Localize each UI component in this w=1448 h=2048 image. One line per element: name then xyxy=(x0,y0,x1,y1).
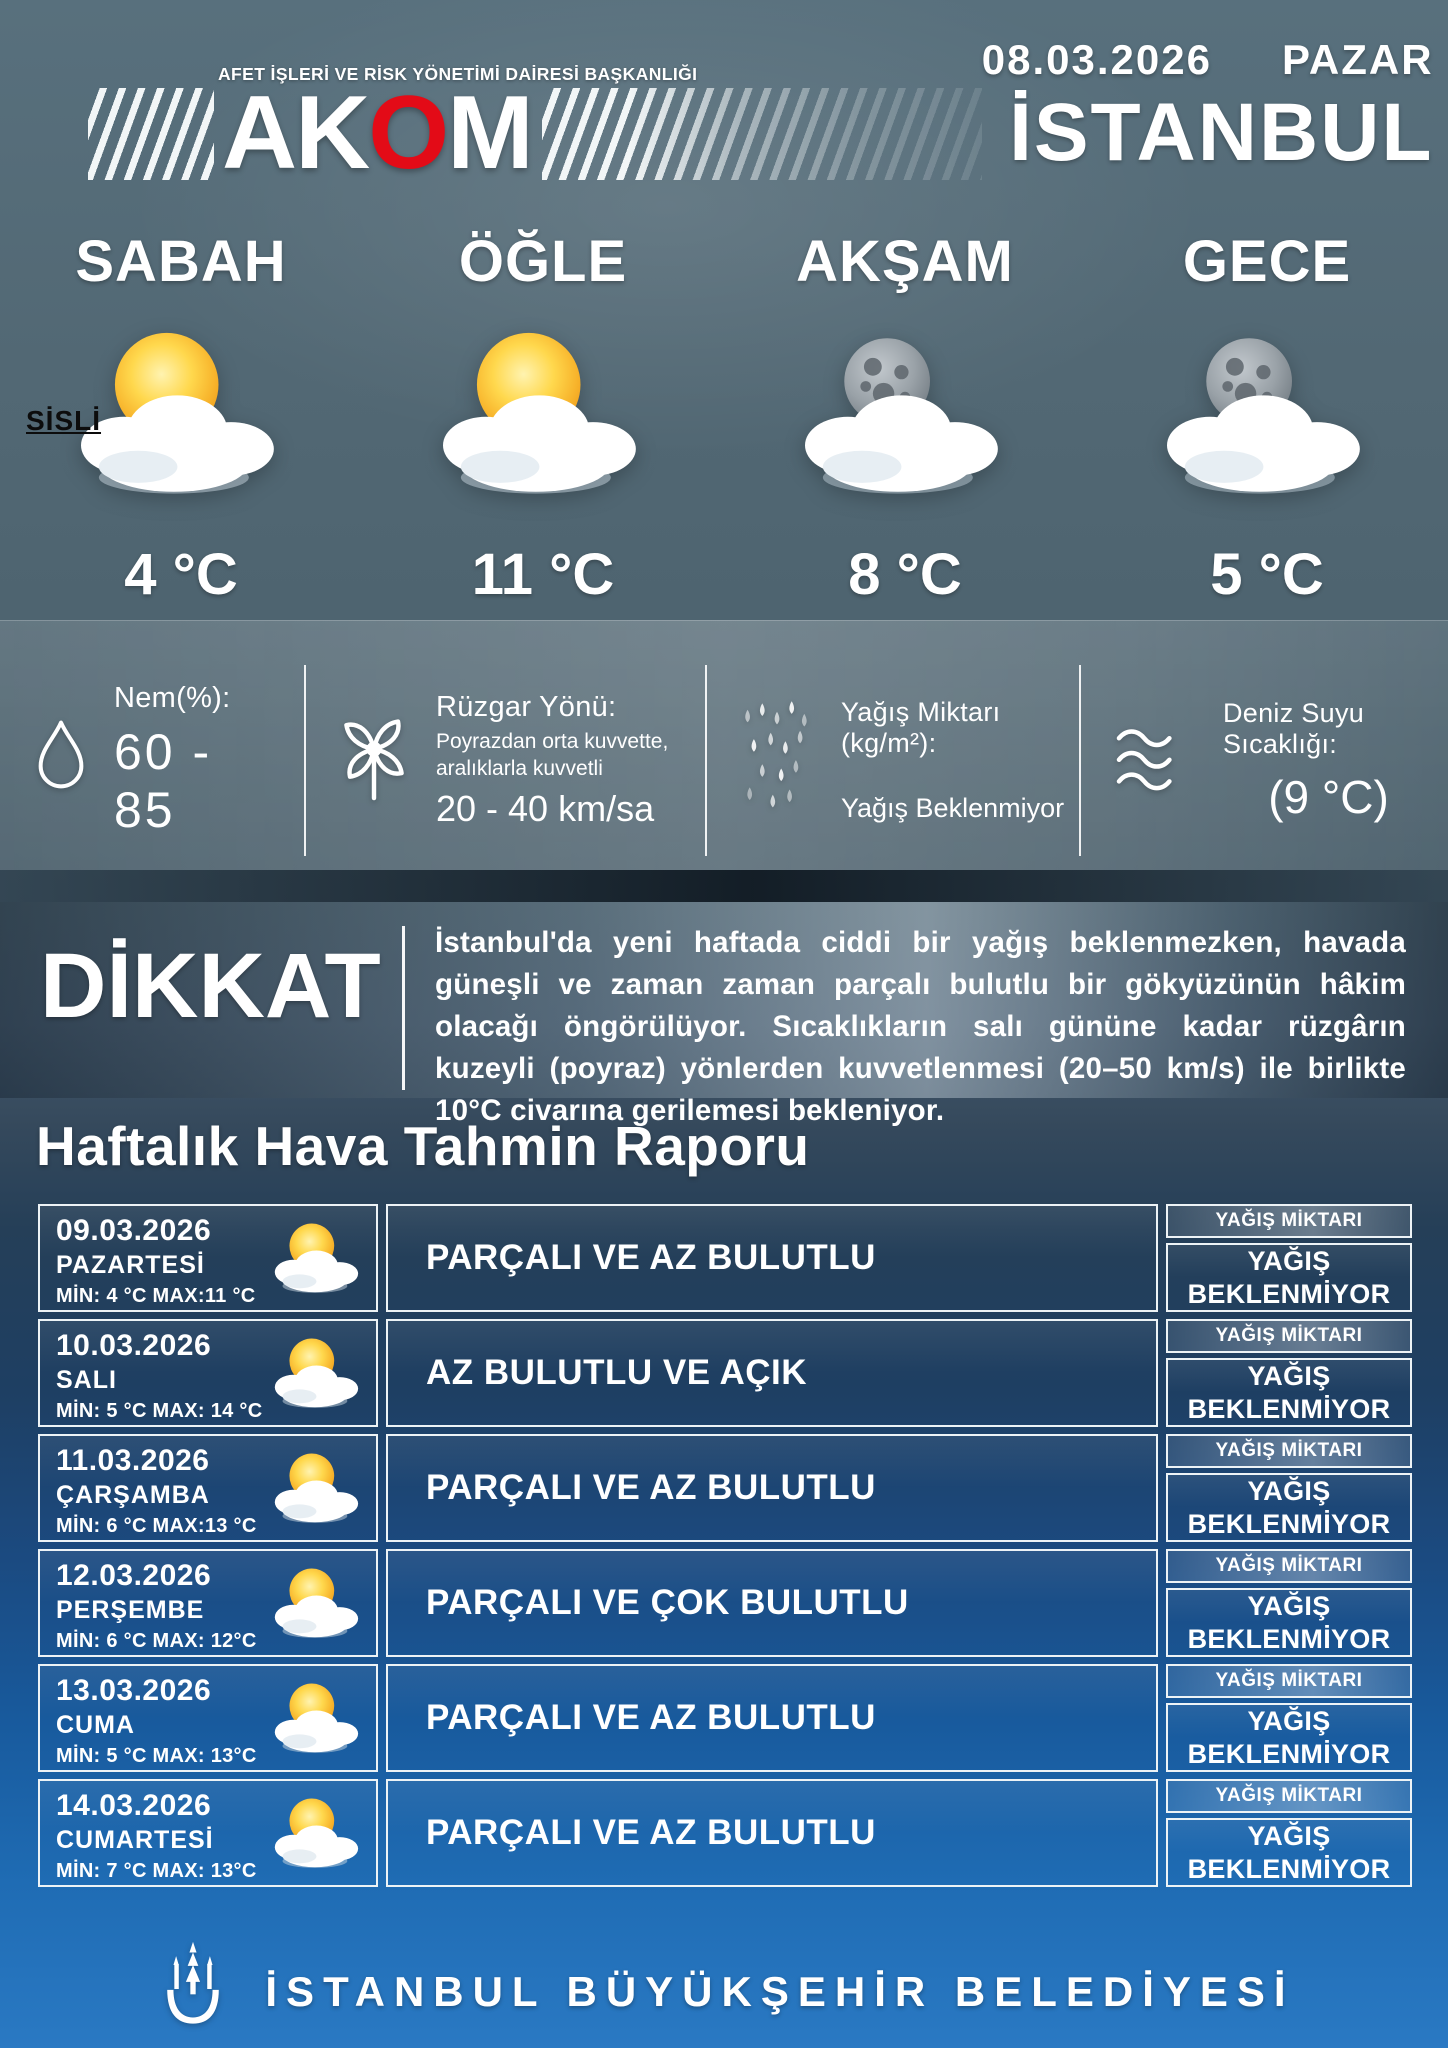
row-day: SALI xyxy=(56,1366,117,1394)
akom-logo-block xyxy=(88,30,982,191)
sun-cloud-icon xyxy=(264,1323,372,1425)
report-day: PAZAR xyxy=(1281,36,1434,83)
metric-text xyxy=(841,697,1065,824)
metric-label: Nem(%): xyxy=(114,682,231,714)
logo-stripes-left xyxy=(88,88,214,180)
table-row-precip-col xyxy=(1166,1434,1412,1542)
metric-text xyxy=(1223,698,1434,824)
footer xyxy=(0,1939,1448,2044)
row-weather-icon xyxy=(264,1783,372,1885)
section-divider xyxy=(0,870,1448,902)
metric-item xyxy=(0,651,304,870)
akom-letters-ak: AK xyxy=(222,75,369,191)
row-precip-header: YAĞIŞ MİKTARI xyxy=(1166,1664,1412,1698)
rain-icon xyxy=(735,700,819,816)
row-minmax: MİN: 5 °C MAX: 14 °C xyxy=(56,1400,263,1422)
metric-icon-wrap xyxy=(735,700,819,821)
table-row-date-cell xyxy=(38,1319,378,1427)
table-row-date-cell xyxy=(38,1204,378,1312)
moon-cloud-icon xyxy=(1142,310,1392,520)
period-column xyxy=(724,200,1086,620)
row-day: PERŞEMBE xyxy=(56,1596,205,1624)
row-minmax: MİN: 7 °C MAX: 13°C xyxy=(56,1860,257,1882)
row-precip-header: YAĞIŞ MİKTARI xyxy=(1166,1319,1412,1353)
row-precip-header: YAĞIŞ MİKTARI xyxy=(1166,1204,1412,1238)
period-temperature: 8 °C xyxy=(848,542,962,607)
metric-value: Yağış Beklenmiyor xyxy=(841,793,1065,823)
period-temperature: 4 °C xyxy=(124,542,238,607)
metric-text xyxy=(114,682,290,839)
akom-logo-row xyxy=(88,75,982,191)
warning-divider xyxy=(402,926,405,1090)
row-condition: PARÇALI VE AZ BULUTLU xyxy=(426,1698,876,1737)
logo-stripes-right xyxy=(542,88,982,180)
footer-organization: İSTANBUL BÜYÜKŞEHİR BELEDİYESİ xyxy=(265,1967,1295,2015)
sun-cloud-icon xyxy=(264,1783,372,1885)
row-precip-value: YAĞIŞ BEKLENMİYOR xyxy=(1166,1588,1412,1657)
metric-value: 60 - 85 xyxy=(114,724,213,838)
droplet-icon xyxy=(30,717,92,799)
period-label: GECE xyxy=(1182,229,1352,294)
row-precip-value: YAĞIŞ BEKLENMİYOR xyxy=(1166,1818,1412,1887)
metric-text xyxy=(436,691,691,831)
row-weather-icon xyxy=(264,1208,372,1310)
row-minmax: MİN: 4 °C MAX:11 °C xyxy=(56,1285,256,1307)
row-date: 13.03.2026 xyxy=(56,1674,212,1707)
ibb-emblem-icon xyxy=(153,1939,233,2039)
row-date: 12.03.2026 xyxy=(56,1559,212,1592)
period-column xyxy=(362,200,724,620)
pinwheel-icon xyxy=(334,709,414,807)
row-minmax: MİN: 6 °C MAX: 12°C xyxy=(56,1630,257,1652)
row-condition: PARÇALI VE AZ BULUTLU xyxy=(426,1813,876,1852)
row-precip-value: YAĞIŞ BEKLENMİYOR xyxy=(1166,1243,1412,1312)
sun-cloud-icon xyxy=(264,1438,372,1540)
row-precip-value: YAĞIŞ BEKLENMİYOR xyxy=(1166,1473,1412,1542)
table-row-condition-cell xyxy=(386,1779,1158,1887)
row-date: 10.03.2026 xyxy=(56,1329,212,1362)
table-row-condition-cell xyxy=(386,1204,1158,1312)
table-row-date-cell xyxy=(38,1549,378,1657)
metric-item xyxy=(304,651,705,870)
metric-item xyxy=(1079,651,1448,870)
metric-description: Poyrazdan orta kuvvette, aralıklarla kuvvetli xyxy=(436,729,669,780)
row-precip-header: YAĞIŞ MİKTARI xyxy=(1166,1434,1412,1468)
sun-cloud-icon xyxy=(418,310,668,520)
ibb-logo xyxy=(153,1939,233,2044)
row-weather-icon xyxy=(264,1553,372,1655)
table-row-condition-cell xyxy=(386,1549,1158,1657)
row-day: PAZARTESİ xyxy=(56,1251,205,1279)
row-condition: PARÇALI VE AZ BULUTLU xyxy=(426,1468,876,1507)
row-minmax: MİN: 6 °C MAX:13 °C xyxy=(56,1515,257,1537)
period-label: SABAH xyxy=(75,229,287,294)
period-icon xyxy=(724,295,1086,535)
metric-value: 20 - 40 km/sa xyxy=(436,788,655,830)
table-row-precip-col xyxy=(1166,1664,1412,1772)
table-row-date-cell xyxy=(38,1434,378,1542)
table-row-precip-col xyxy=(1166,1319,1412,1427)
sun-cloud-icon xyxy=(264,1668,372,1770)
row-day: CUMA xyxy=(56,1711,135,1739)
metric-icon-wrap xyxy=(334,709,414,812)
date-block xyxy=(982,36,1434,180)
city-title: İSTANBUL xyxy=(1009,87,1434,178)
row-weather-icon xyxy=(264,1438,372,1540)
row-day: ÇARŞAMBA xyxy=(56,1481,210,1509)
warning-title: DİKKAT xyxy=(40,935,381,1037)
moon-cloud-icon xyxy=(780,310,1030,520)
row-date: 14.03.2026 xyxy=(56,1789,212,1822)
report-date: 08.03.2026 xyxy=(981,36,1212,83)
date-line xyxy=(982,36,1434,84)
period-icon xyxy=(1086,295,1448,535)
table-row-precip-col xyxy=(1166,1549,1412,1657)
row-date: 11.03.2026 xyxy=(56,1444,210,1477)
table-row-precip-col xyxy=(1166,1204,1412,1312)
table-row-precip-col xyxy=(1166,1779,1412,1887)
metric-icon-wrap xyxy=(30,717,92,804)
waves-icon xyxy=(1109,722,1201,794)
sun-cloud-icon xyxy=(264,1553,372,1655)
period-note: SİSLİ xyxy=(26,405,102,437)
metric-label: Deniz Suyu Sıcaklığı: xyxy=(1223,697,1365,759)
period-temperature: 5 °C xyxy=(1210,542,1324,607)
row-day: CUMARTESİ xyxy=(56,1826,214,1854)
table-row-condition-cell xyxy=(386,1434,1158,1542)
weekly-table xyxy=(38,1204,1412,1887)
metric-value: (9 °C) xyxy=(1268,770,1389,823)
row-date: 09.03.2026 xyxy=(56,1214,212,1247)
department-title: AFET İŞLERİ VE RİSK YÖNETİMİ DAİRESİ BAŞKANLIĞI xyxy=(218,64,698,84)
row-precip-value: YAĞIŞ BEKLENMİYOR xyxy=(1166,1358,1412,1427)
sun-cloud-icon xyxy=(264,1208,372,1310)
metrics-band xyxy=(0,620,1448,870)
metric-icon-wrap xyxy=(1109,722,1201,799)
warning-section xyxy=(0,902,1448,1127)
period-icon xyxy=(362,295,724,535)
akom-letter-m: M xyxy=(447,75,532,191)
akom-logo-text xyxy=(222,75,532,191)
row-precip-value: YAĞIŞ BEKLENMİYOR xyxy=(1166,1703,1412,1772)
table-row-condition-cell xyxy=(386,1319,1158,1427)
row-minmax: MİN: 5 °C MAX: 13°C xyxy=(56,1745,257,1767)
period-column xyxy=(0,200,362,620)
row-condition: PARÇALI VE ÇOK BULUTLU xyxy=(426,1583,909,1622)
period-label: ÖĞLE xyxy=(458,229,628,294)
table-row-date-cell xyxy=(38,1664,378,1772)
row-condition: PARÇALI VE AZ BULUTLU xyxy=(426,1238,876,1277)
period-temperature: 11 °C xyxy=(471,542,615,607)
row-precip-header: YAĞIŞ MİKTARI xyxy=(1166,1549,1412,1583)
metric-label: Yağış Miktarı (kg/m²): xyxy=(841,697,1001,758)
period-label: AKŞAM xyxy=(796,229,1014,294)
period-column xyxy=(1086,200,1448,620)
row-condition: AZ BULUTLU VE AÇIK xyxy=(426,1353,808,1392)
weekly-title: Haftalık Hava Tahmin Raporu xyxy=(36,1115,810,1177)
akom-letter-o: O xyxy=(368,75,448,191)
row-weather-icon xyxy=(264,1668,372,1770)
header xyxy=(0,0,1448,200)
row-weather-icon xyxy=(264,1323,372,1425)
row-precip-header: YAĞIŞ MİKTARI xyxy=(1166,1779,1412,1813)
periods-row xyxy=(0,200,1448,620)
metric-label: Rüzgar Yönü: xyxy=(436,690,617,723)
period-icon xyxy=(0,295,362,535)
warning-text: İstanbul'da yeni haftada ciddi bir yağış beklenmezken, havada güneşli ve zaman zaman parçalı bulutlu bir gökyüzünün hâkim olacağı öngörülüyor. Sıcaklıkların salı gününe kadar rüzgârın kuzeyli (poyraz) yönlerden kuvvetlenmesi (20–50 km/s) ile birlikte 10°C civarına gerilemesi bekleniyor. xyxy=(435,926,1406,1127)
metric-item xyxy=(705,651,1079,870)
table-row-condition-cell xyxy=(386,1664,1158,1772)
table-row-date-cell xyxy=(38,1779,378,1887)
